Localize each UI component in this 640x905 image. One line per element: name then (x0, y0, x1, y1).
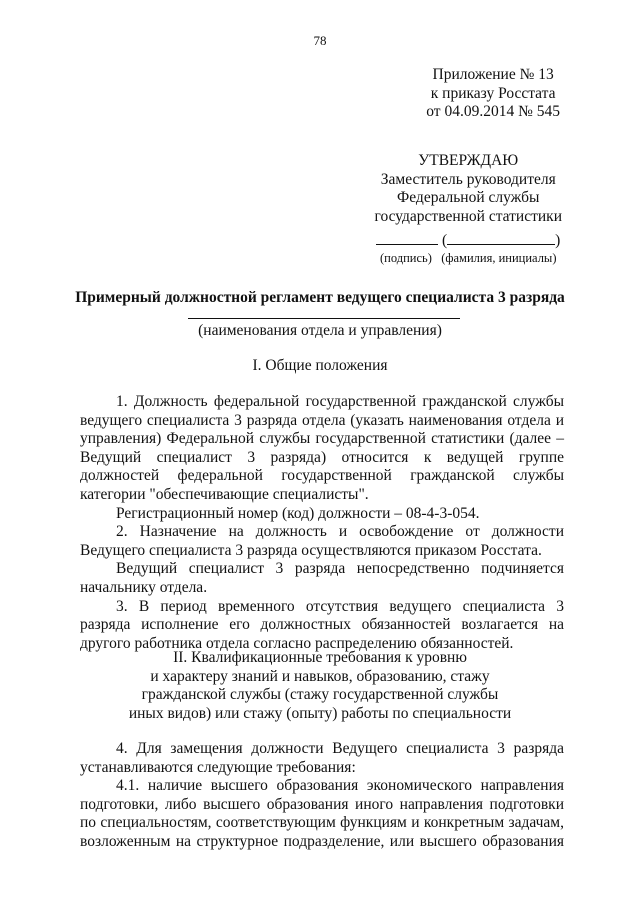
approval-block (374, 152, 562, 266)
section-2-heading-line: II. Квалификационные требования к уровню (173, 649, 467, 666)
approval-line: Федеральной службы (397, 189, 540, 206)
section-1-heading: I. Общие положения (252, 357, 388, 374)
paragraph: 3. В период временного отсутствия ведущего специалиста 3 разряда исполнение его должностных обязанностей возлагается на другого работника отдела согласно распределению обязанностей. (80, 597, 564, 652)
paragraph: Регистрационный номер (код) должности – 08-4-3-054. (116, 504, 480, 522)
paragraph: Ведущий специалист 3 разряда непосредственно подчиняется начальнику отдела. (80, 560, 564, 596)
department-blank-line (188, 318, 460, 319)
paren-close: ) (555, 232, 561, 249)
paragraph: 4. Для замещения должности Ведущего специалиста 3 разряда устанавливаются следующие требования: (80, 740, 564, 776)
paragraph: 1. Должность федеральной государственной гражданской службы ведущего специалиста 3 разряда отдела (указать наименования отдела и управления) Федеральной службы государственной статистики (далее – Ведущий специалист 3 разряда) относится к ведущей группе должностей федеральной государственной гражданской службы категории "обеспечивающие специалисты". (80, 393, 564, 503)
appendix-line: к приказу Росстата (430, 84, 556, 102)
signature-blank (376, 230, 438, 245)
department-caption: (наименования отдела и управления) (198, 322, 442, 339)
page-number: 78 (313, 33, 327, 48)
approval-line: государственной статистики (374, 207, 562, 225)
section-2-heading (0, 649, 640, 723)
section-2-heading-line: гражданской службы (стажу государственной службы (141, 686, 499, 704)
signature-line (374, 230, 562, 251)
document-title: Примерный должностной регламент ведущего специалиста 3 разряда (75, 289, 565, 306)
section-2-heading-line: иных видов) или стажу (опыту) работы по специальности (128, 704, 512, 722)
appendix-line: от 04.09.2014 № 545 (426, 103, 560, 120)
paragraph: 2. Назначение на должность и освобождение от должности Ведущего специалиста 3 разряда осуществляются приказом Росстата. (80, 523, 564, 559)
caption-name: (фамилия, инициалы) (441, 250, 557, 265)
caption-signature: (подпись) (379, 250, 432, 265)
section-2-heading-line: и характеру знаний и навыков, образованию, стажу (150, 667, 490, 685)
approval-line: Заместитель руководителя (380, 170, 556, 188)
paragraph: 4.1. наличие высшего образования экономического направления подготовки, либо высшего образования иного направления подготовки по специальностям, соответствующим функциям и конкретным задачам, возложенным на структурное подразделение, или высшего образования (80, 777, 564, 850)
name-blank (447, 230, 555, 245)
section-2-body (80, 740, 564, 852)
signature-captions (374, 251, 562, 266)
section-1-body (80, 393, 564, 653)
appendix-reference (426, 66, 560, 122)
appendix-line: Приложение № 13 (432, 66, 554, 83)
approval-heading: УТВЕРЖДАЮ (418, 152, 519, 169)
paren-open: ( (442, 232, 448, 249)
